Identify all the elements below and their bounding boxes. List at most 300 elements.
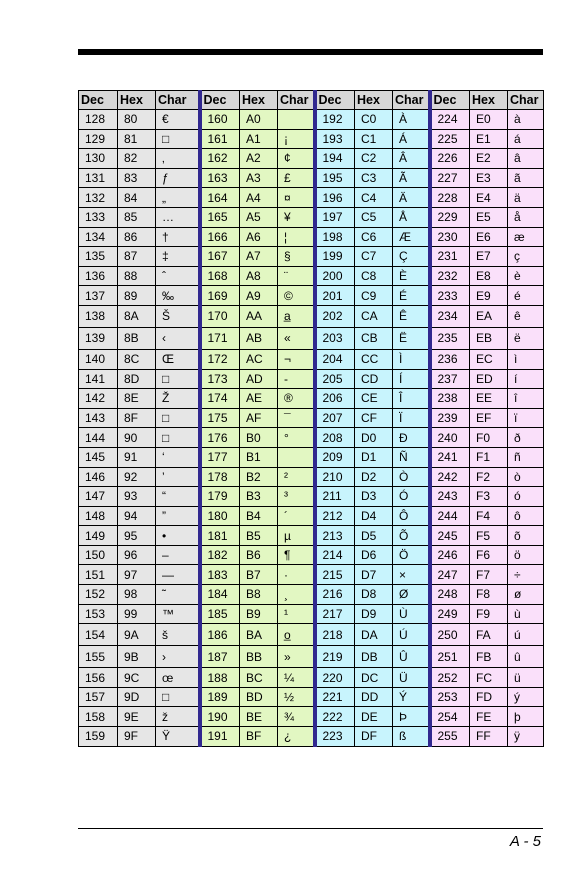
cell-char: ¤ (278, 188, 315, 208)
cell-hex: 90 (118, 428, 156, 448)
cell-dec: 158 (79, 707, 118, 727)
cell-dec: 199 (315, 247, 355, 267)
cell-hex: 92 (118, 467, 156, 487)
cell-hex: F2 (470, 467, 508, 487)
cell-char: Ù (393, 604, 430, 624)
cell-hex: BF (240, 727, 278, 747)
cell-char: Ä (393, 188, 430, 208)
cell-char: · (278, 565, 315, 585)
cell-dec: 239 (430, 408, 470, 428)
cell-dec: 181 (200, 526, 240, 546)
column-header: Char (508, 91, 544, 110)
cell-char: Š (156, 305, 200, 327)
cell-dec: 142 (79, 389, 118, 409)
cell-char: Ž (156, 389, 200, 409)
table-row (79, 428, 544, 448)
table-row (79, 545, 544, 565)
cell-char: Ò (393, 467, 430, 487)
cell-char: Ú (393, 624, 430, 646)
cell-char: ¥ (278, 207, 315, 227)
cell-hex: C8 (355, 266, 393, 286)
cell-dec: 157 (79, 687, 118, 707)
cell-dec: 225 (430, 129, 470, 149)
cell-char: ¿ (278, 727, 315, 747)
cell-hex: B0 (240, 428, 278, 448)
cell-dec: 228 (430, 188, 470, 208)
cell-char: † (156, 227, 200, 247)
column-header: Dec (315, 91, 355, 110)
table-row (79, 129, 544, 149)
cell-char: ¨ (278, 266, 315, 286)
cell-dec: 172 (200, 349, 240, 369)
cell-char: Á (393, 129, 430, 149)
column-header: Hex (240, 91, 278, 110)
cell-char: Ñ (393, 447, 430, 467)
cell-hex: B9 (240, 604, 278, 624)
cell-dec: 226 (430, 149, 470, 169)
cell-char: Ã (393, 168, 430, 188)
cell-dec: 182 (200, 545, 240, 565)
cell-char: þ (508, 707, 544, 727)
column-header: Dec (430, 91, 470, 110)
cell-dec: 205 (315, 369, 355, 389)
cell-char: â (508, 149, 544, 169)
cell-char: î (508, 389, 544, 409)
cell-dec: 252 (430, 668, 470, 688)
table-row (79, 188, 544, 208)
cell-hex: ED (470, 369, 508, 389)
cell-dec: 148 (79, 506, 118, 526)
cell-char: ¾ (278, 707, 315, 727)
table-row (79, 467, 544, 487)
cell-hex: A8 (240, 266, 278, 286)
table-row (79, 168, 544, 188)
cell-dec: 156 (79, 668, 118, 688)
cell-hex: 97 (118, 565, 156, 585)
cell-hex: CD (355, 369, 393, 389)
cell-dec: 193 (315, 129, 355, 149)
cell-char: ƒ (156, 168, 200, 188)
cell-hex: AC (240, 349, 278, 369)
cell-dec: 222 (315, 707, 355, 727)
cell-char: a̲ (278, 305, 315, 327)
cell-char: € (156, 110, 200, 130)
cell-char: □ (156, 369, 200, 389)
cell-char: ô (508, 506, 544, 526)
cell-dec: 231 (430, 247, 470, 267)
cell-hex: CA (355, 305, 393, 327)
cell-dec: 250 (430, 624, 470, 646)
cell-hex: 88 (118, 266, 156, 286)
cell-char: ‰ (156, 286, 200, 306)
column-header: Char (156, 91, 200, 110)
cell-hex: D0 (355, 428, 393, 448)
cell-dec: 219 (315, 646, 355, 668)
cell-hex: DC (355, 668, 393, 688)
cell-char: ˆ (156, 266, 200, 286)
cell-dec: 247 (430, 565, 470, 585)
cell-hex: E0 (470, 110, 508, 130)
cell-char: à (508, 110, 544, 130)
cell-char: ¹ (278, 604, 315, 624)
cell-hex: E8 (470, 266, 508, 286)
cell-dec: 244 (430, 506, 470, 526)
cell-dec: 138 (79, 305, 118, 327)
cell-dec: 186 (200, 624, 240, 646)
cell-hex: 89 (118, 286, 156, 306)
cell-char: £ (278, 168, 315, 188)
header-rule (78, 49, 543, 55)
cell-dec: 227 (430, 168, 470, 188)
cell-char: – (156, 545, 200, 565)
cell-char: ¸ (278, 585, 315, 605)
cell-hex: EB (470, 327, 508, 349)
cell-hex: 83 (118, 168, 156, 188)
cell-hex: D9 (355, 604, 393, 624)
cell-char: ë (508, 327, 544, 349)
table-row (79, 110, 544, 130)
cell-dec: 159 (79, 727, 118, 747)
cell-dec: 184 (200, 585, 240, 605)
cell-dec: 206 (315, 389, 355, 409)
cell-hex: 85 (118, 207, 156, 227)
cell-dec: 146 (79, 467, 118, 487)
cell-hex: FE (470, 707, 508, 727)
cell-hex: A3 (240, 168, 278, 188)
cell-hex: 9F (118, 727, 156, 747)
cell-char: ß (393, 727, 430, 747)
cell-char: æ (508, 227, 544, 247)
cell-dec: 217 (315, 604, 355, 624)
cell-hex: 94 (118, 506, 156, 526)
cell-hex: D1 (355, 447, 393, 467)
cell-char: š (156, 624, 200, 646)
cell-dec: 196 (315, 188, 355, 208)
cell-hex: A0 (240, 110, 278, 130)
table-row (79, 668, 544, 688)
cell-dec: 232 (430, 266, 470, 286)
cell-hex: DF (355, 727, 393, 747)
cell-hex: C4 (355, 188, 393, 208)
cell-char: © (278, 286, 315, 306)
cell-char: ê (508, 305, 544, 327)
cell-dec: 164 (200, 188, 240, 208)
cell-dec: 189 (200, 687, 240, 707)
cell-hex: F0 (470, 428, 508, 448)
cell-char: è (508, 266, 544, 286)
cell-dec: 236 (430, 349, 470, 369)
cell-dec: 240 (430, 428, 470, 448)
cell-dec: 180 (200, 506, 240, 526)
table-row (79, 585, 544, 605)
cell-char: ³ (278, 487, 315, 507)
cell-dec: 129 (79, 129, 118, 149)
cell-dec: 249 (430, 604, 470, 624)
cell-dec: 188 (200, 668, 240, 688)
cell-hex: B2 (240, 467, 278, 487)
cell-hex: F4 (470, 506, 508, 526)
cell-hex: D8 (355, 585, 393, 605)
column-header: Hex (470, 91, 508, 110)
cell-hex: 99 (118, 604, 156, 624)
cell-dec: 141 (79, 369, 118, 389)
cell-hex: E3 (470, 168, 508, 188)
cell-char: ä (508, 188, 544, 208)
cell-dec: 207 (315, 408, 355, 428)
cell-hex: E7 (470, 247, 508, 267)
cell-hex: E4 (470, 188, 508, 208)
cell-dec: 133 (79, 207, 118, 227)
cell-dec: 198 (315, 227, 355, 247)
cell-char: Õ (393, 526, 430, 546)
cell-hex: D4 (355, 506, 393, 526)
cell-hex: D5 (355, 526, 393, 546)
cell-dec: 149 (79, 526, 118, 546)
cell-dec: 132 (79, 188, 118, 208)
cell-hex: AA (240, 305, 278, 327)
cell-char: □ (156, 408, 200, 428)
cell-dec: 214 (315, 545, 355, 565)
cell-char: ø (508, 585, 544, 605)
cell-hex: 8D (118, 369, 156, 389)
table-row (79, 687, 544, 707)
cell-dec: 234 (430, 305, 470, 327)
cell-dec: 211 (315, 487, 355, 507)
cell-char: □ (156, 428, 200, 448)
cell-char: ü (508, 668, 544, 688)
table-row (79, 646, 544, 668)
cell-char: ñ (508, 447, 544, 467)
cell-hex: 96 (118, 545, 156, 565)
cell-char: ù (508, 604, 544, 624)
cell-dec: 242 (430, 467, 470, 487)
cell-char: Ô (393, 506, 430, 526)
cell-char: “ (156, 487, 200, 507)
cell-hex: E5 (470, 207, 508, 227)
cell-dec: 203 (315, 327, 355, 349)
cell-hex: C3 (355, 168, 393, 188)
cell-dec: 218 (315, 624, 355, 646)
table-row (79, 227, 544, 247)
cell-dec: 187 (200, 646, 240, 668)
cell-hex: CE (355, 389, 393, 409)
cell-char: ú (508, 624, 544, 646)
cell-hex: 91 (118, 447, 156, 467)
cell-hex: B8 (240, 585, 278, 605)
cell-char: ¦ (278, 227, 315, 247)
cell-dec: 154 (79, 624, 118, 646)
cell-hex: 81 (118, 129, 156, 149)
cell-char: „ (156, 188, 200, 208)
table-row (79, 707, 544, 727)
cell-char: œ (156, 668, 200, 688)
cell-dec: 230 (430, 227, 470, 247)
cell-dec: 145 (79, 447, 118, 467)
cell-char: È (393, 266, 430, 286)
cell-hex: 9A (118, 624, 156, 646)
table-body (79, 110, 544, 747)
cell-char: À (393, 110, 430, 130)
cell-hex: B5 (240, 526, 278, 546)
cell-dec: 216 (315, 585, 355, 605)
cell-char: Û (393, 646, 430, 668)
cell-char: • (156, 526, 200, 546)
ascii-table-container (78, 90, 544, 747)
cell-hex: EE (470, 389, 508, 409)
cell-dec: 167 (200, 247, 240, 267)
cell-char: § (278, 247, 315, 267)
cell-hex: AD (240, 369, 278, 389)
cell-hex: 8A (118, 305, 156, 327)
cell-dec: 255 (430, 727, 470, 747)
cell-dec: 185 (200, 604, 240, 624)
cell-hex: 9B (118, 646, 156, 668)
cell-char: Î (393, 389, 430, 409)
cell-hex: F5 (470, 526, 508, 546)
cell-char: ° (278, 428, 315, 448)
cell-char: ½ (278, 687, 315, 707)
cell-char: ç (508, 247, 544, 267)
cell-hex: BD (240, 687, 278, 707)
cell-hex: 84 (118, 188, 156, 208)
cell-char: ™ (156, 604, 200, 624)
page-number: A - 5 (509, 833, 541, 850)
cell-char: ã (508, 168, 544, 188)
cell-hex: F8 (470, 585, 508, 605)
table-row (79, 487, 544, 507)
cell-hex: 8B (118, 327, 156, 349)
column-header: Char (278, 91, 315, 110)
cell-char: ” (156, 506, 200, 526)
cell-dec: 175 (200, 408, 240, 428)
cell-dec: 131 (79, 168, 118, 188)
cell-hex: 82 (118, 149, 156, 169)
cell-char: Ó (393, 487, 430, 507)
cell-hex: AF (240, 408, 278, 428)
column-header: Hex (118, 91, 156, 110)
cell-hex: A5 (240, 207, 278, 227)
table-row (79, 447, 544, 467)
cell-hex: A9 (240, 286, 278, 306)
cell-hex: DE (355, 707, 393, 727)
cell-hex: B3 (240, 487, 278, 507)
cell-hex: F9 (470, 604, 508, 624)
cell-char: ï (508, 408, 544, 428)
table-row (79, 408, 544, 428)
cell-dec: 169 (200, 286, 240, 306)
cell-dec: 238 (430, 389, 470, 409)
cell-hex: F6 (470, 545, 508, 565)
table-row (79, 207, 544, 227)
cell-hex: DA (355, 624, 393, 646)
cell-char: Þ (393, 707, 430, 727)
cell-dec: 220 (315, 668, 355, 688)
cell-hex: CF (355, 408, 393, 428)
cell-dec: 178 (200, 467, 240, 487)
cell-hex: C6 (355, 227, 393, 247)
cell-dec: 253 (430, 687, 470, 707)
column-header: Dec (79, 91, 118, 110)
column-header: Dec (200, 91, 240, 110)
cell-char: Ÿ (156, 727, 200, 747)
cell-dec: 166 (200, 227, 240, 247)
cell-char: ’ (156, 467, 200, 487)
cell-dec: 223 (315, 727, 355, 747)
cell-hex: CB (355, 327, 393, 349)
cell-dec: 130 (79, 149, 118, 169)
cell-hex: A1 (240, 129, 278, 149)
cell-hex: C0 (355, 110, 393, 130)
cell-char: ¶ (278, 545, 315, 565)
cell-char: ¬ (278, 349, 315, 369)
cell-dec: 251 (430, 646, 470, 668)
cell-dec: 151 (79, 565, 118, 585)
cell-hex: B1 (240, 447, 278, 467)
cell-hex: DD (355, 687, 393, 707)
cell-hex: FD (470, 687, 508, 707)
cell-hex: C9 (355, 286, 393, 306)
cell-hex: D6 (355, 545, 393, 565)
cell-dec: 191 (200, 727, 240, 747)
cell-dec: 140 (79, 349, 118, 369)
cell-dec: 190 (200, 707, 240, 727)
cell-dec: 155 (79, 646, 118, 668)
cell-char: µ (278, 526, 315, 546)
cell-dec: 136 (79, 266, 118, 286)
cell-char: Æ (393, 227, 430, 247)
cell-char: Ð (393, 428, 430, 448)
table-row (79, 305, 544, 327)
cell-dec: 229 (430, 207, 470, 227)
cell-dec: 215 (315, 565, 355, 585)
cell-char: □ (156, 687, 200, 707)
table-row (79, 247, 544, 267)
cell-char (278, 110, 315, 130)
cell-hex: D7 (355, 565, 393, 585)
cell-dec: 208 (315, 428, 355, 448)
cell-dec: 192 (315, 110, 355, 130)
cell-hex: 9C (118, 668, 156, 688)
cell-char: — (156, 565, 200, 585)
cell-hex: DB (355, 646, 393, 668)
table-row (79, 286, 544, 306)
cell-dec: 143 (79, 408, 118, 428)
cell-char: ¡ (278, 129, 315, 149)
cell-char: å (508, 207, 544, 227)
cell-hex: EF (470, 408, 508, 428)
cell-dec: 174 (200, 389, 240, 409)
cell-hex: 86 (118, 227, 156, 247)
cell-hex: F1 (470, 447, 508, 467)
cell-char: › (156, 646, 200, 668)
cell-char: Ë (393, 327, 430, 349)
cell-dec: 161 (200, 129, 240, 149)
cell-dec: 201 (315, 286, 355, 306)
cell-char: ˜ (156, 585, 200, 605)
cell-char: Í (393, 369, 430, 389)
cell-hex: C7 (355, 247, 393, 267)
cell-dec: 221 (315, 687, 355, 707)
cell-dec: 137 (79, 286, 118, 306)
cell-dec: 152 (79, 585, 118, 605)
cell-char: o̲ (278, 624, 315, 646)
cell-dec: 200 (315, 266, 355, 286)
cell-hex: C5 (355, 207, 393, 227)
cell-hex: AB (240, 327, 278, 349)
cell-dec: 173 (200, 369, 240, 389)
cell-dec: 150 (79, 545, 118, 565)
cell-char: õ (508, 526, 544, 546)
